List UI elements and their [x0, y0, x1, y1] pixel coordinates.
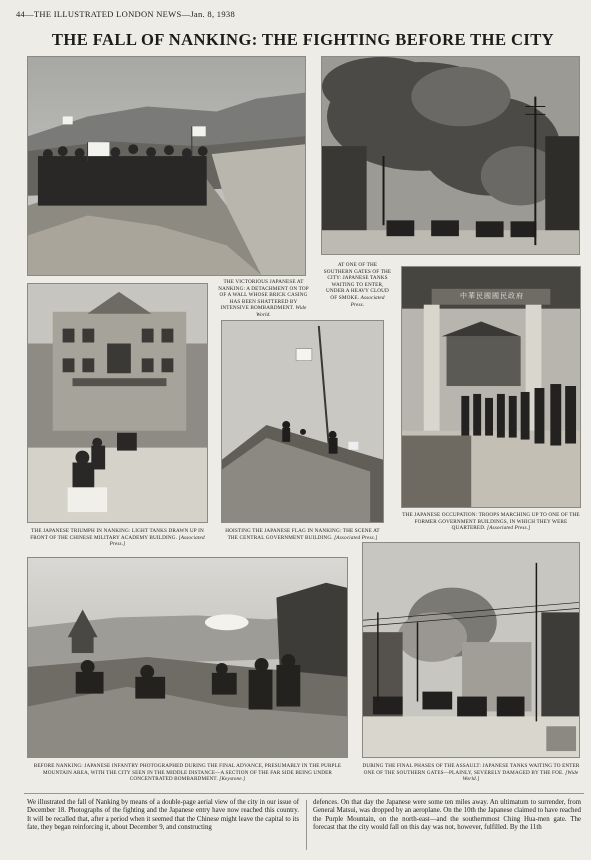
photo-final-phases-tanks	[362, 542, 580, 758]
caption-triumph-text: THE JAPANESE TRIUMPH IN NANKING: LIGHT TANKS DRAWN UP IN FRONT OF THE CHINESE MILITARY ACADEMY BUILDING.	[30, 528, 204, 541]
article-column-2: defences. On that day the Japanese were some ten miles away. An ultimatum to surrender, from General Matsui, was dropped by an aeroplane. On the 10th the Japanese claimed to have reached the Purple Mountain, on the north-east—and the southernmost Ching Hua-men gate. The forecast that the city would fall on this day was not, however, fulfilled. By the 11th	[313, 799, 581, 831]
photo-victorious-wall	[27, 56, 306, 276]
caption-southern-gates-text: AT ONE OF THE SOUTHERN GATES OF THE CITY: JAPANESE TANKS WAITING TO ENTER, UNDER A HEAVY CLOUD OF SMOKE.	[323, 262, 392, 301]
photo-infantry-advance	[27, 557, 348, 758]
caption-final-phases-text: DURING THE FINAL PHASES OF THE ASSAULT: JAPANESE TANKS WAITING TO ENTER ONE OF THE SOUTHERN GATES—PLAINLY, SEVERELY DAMAGED BY THE FOE.	[362, 763, 580, 776]
caption-occupation	[399, 512, 583, 534]
caption-triumph	[27, 528, 208, 552]
caption-before-nanking-text: BEFORE NANKING: JAPANESE INFANTRY PHOTOGRAPHED DURING THE FINAL ADVANCE, PRESUMABLY IN THE PURPLE MOUNTAIN AREA, WITH THE CITY SEEN IN THE MIDDLE DISTANCE—A SECTION OF THE FAR SIDE BEING UNDER CONCENTRATED BOMBARDMENT.	[33, 763, 342, 783]
caption-occupation-text: THE JAPANESE OCCUPATION: TROOPS MARCHING UP TO ONE OF THE FORMER GOVERNMENT BUILDINGS, IN WHICH THEY WERE QUARTERED.	[402, 512, 580, 532]
caption-victorious-credit: Wide World.	[256, 305, 307, 318]
caption-occupation-credit: [Associated Press.]	[487, 525, 531, 532]
caption-victorious	[218, 279, 309, 318]
page-title: THE FALL OF NANKING: THE FIGHTING BEFORE THE CITY	[51, 30, 555, 49]
photo-occupation-gate	[401, 266, 581, 508]
gate-signboard: 中華民國國民政府	[460, 292, 524, 300]
divider-rule	[24, 793, 584, 794]
caption-final-phases	[362, 763, 580, 789]
article-column-1: We illustrated the fall of Nanking by means of a double-page aerial view of the city in our issue of December 18. Photographs of the fighting and the Japanese entry have now reached this country. It will be recalled that, after a period when it seemed that the Chinese might leave the capital to its fate, they began reinforcing it, about December 9, and constructing	[27, 799, 299, 831]
column-divider	[306, 800, 307, 850]
caption-triumph-credit: [Associated Press.]	[109, 534, 205, 548]
caption-hoisting-text: HOISTING THE JAPANESE FLAG IN NANKING: THE SCENE AT THE CENTRAL GOVERNMENT BUILDING.	[225, 528, 380, 541]
photo-military-academy	[27, 283, 208, 523]
caption-victorious-text: THE VICTORIOUS JAPANESE AT NANKING: A DETACHMENT ON TOP OF A WALL WHOSE BRICK CASING HAS BEEN SHATTERED BY INTENSIVE BOMBARDMENT.	[218, 279, 309, 312]
caption-before-nanking	[27, 763, 348, 789]
caption-southern-gates-credit: Associated Press.	[350, 294, 385, 308]
photo-southern-gate-smoke	[321, 56, 580, 255]
caption-southern-gates	[323, 262, 392, 306]
photo-hoisting-flag	[221, 320, 384, 523]
caption-before-nanking-credit: [Keystone.]	[219, 776, 246, 783]
caption-hoisting	[221, 528, 384, 552]
running-header: 44—THE ILLUSTRATED LONDON NEWS—Jan. 8, 1938	[16, 9, 236, 19]
caption-hoisting-credit: [Associated Press.]	[334, 534, 378, 541]
caption-final-phases-credit: [Wide World.]	[462, 769, 579, 783]
